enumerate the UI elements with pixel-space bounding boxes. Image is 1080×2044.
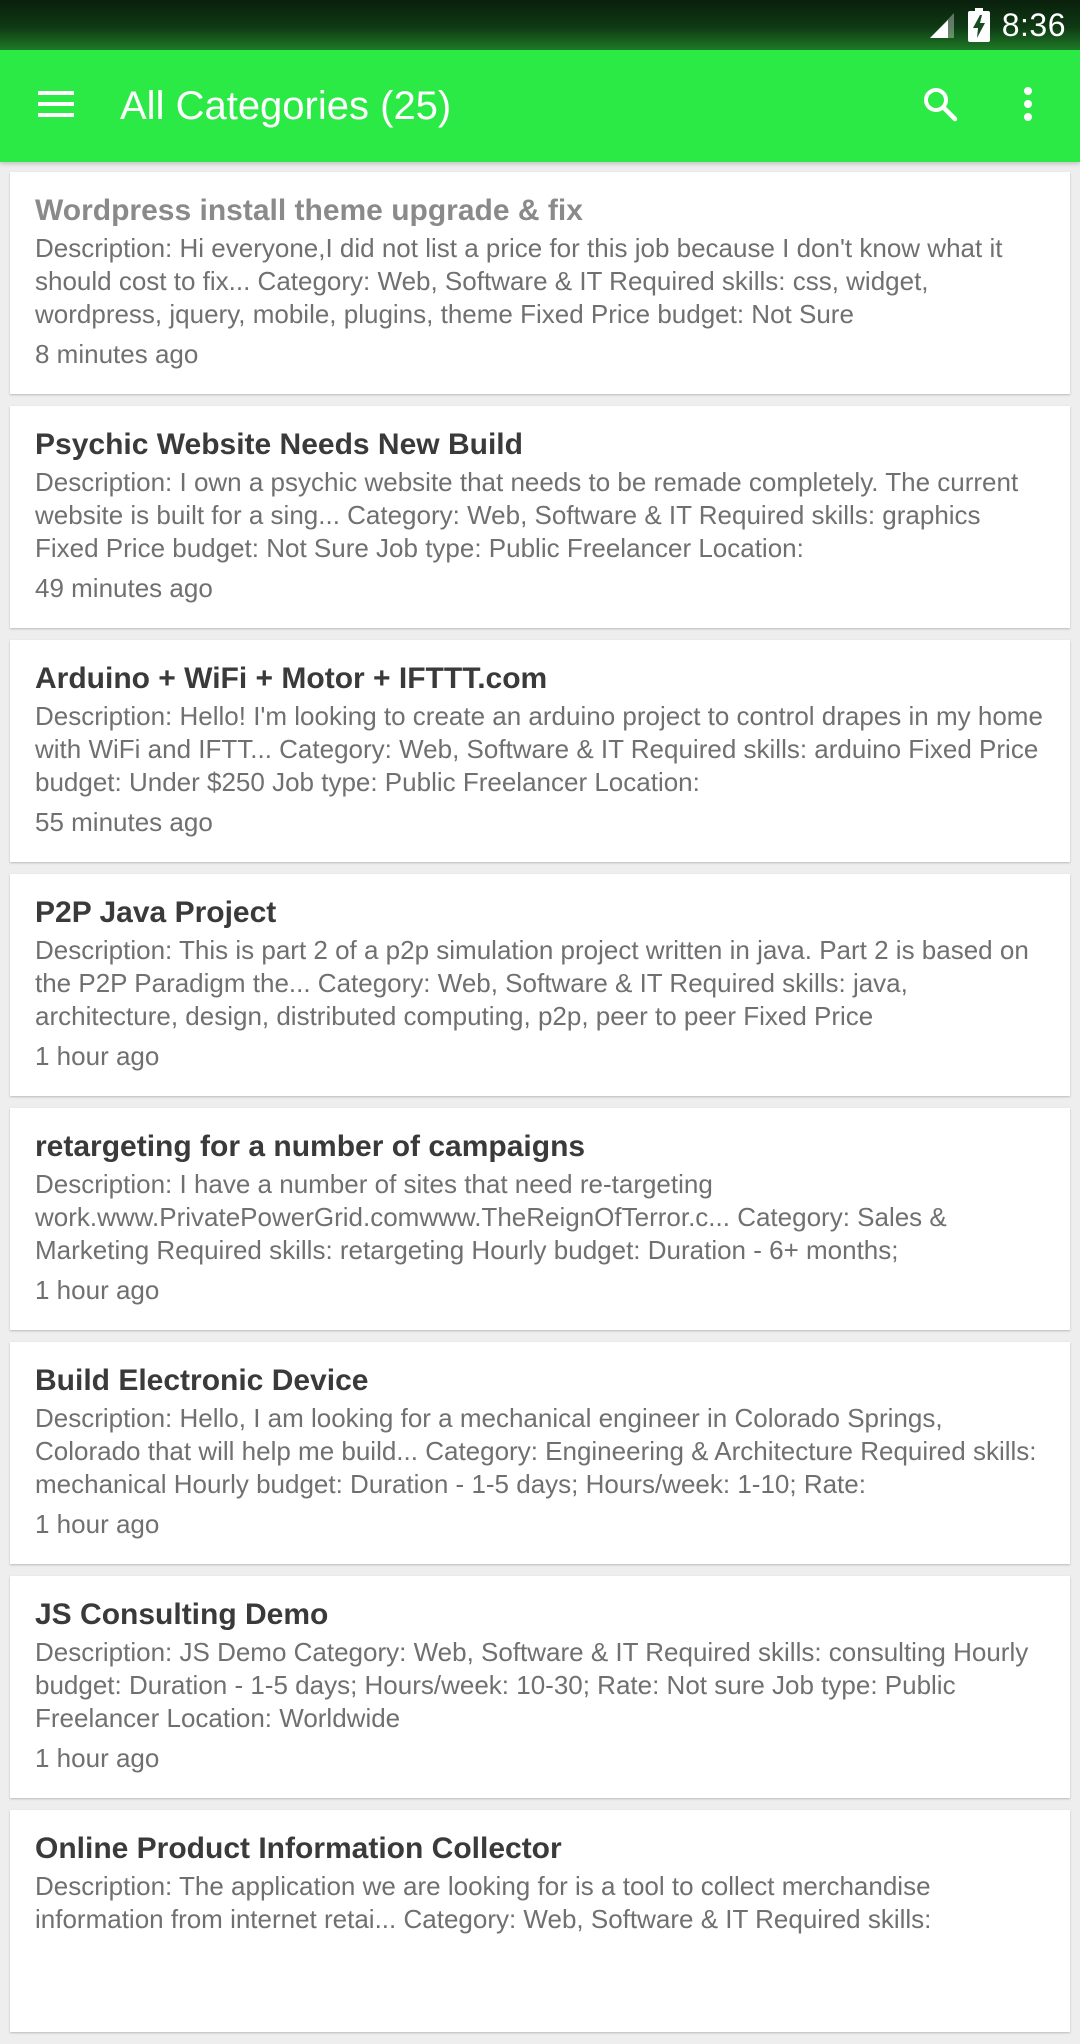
job-description: Description: JS Demo Category: Web, Software & IT Required skills: consulting Hourly budget: Duration - 1-5 days; Hours/week: 10-30; Rate: Not sure Job type: Public Freelancer Location: Worldwide [35, 1637, 1029, 1733]
job-list [10, 172, 1070, 2044]
more-vert-icon [1023, 87, 1033, 126]
job-card[interactable] [10, 874, 1070, 1096]
job-time: 55 minutes ago [35, 807, 213, 837]
job-time: 1 hour ago [35, 1041, 160, 1071]
app-toolbar [0, 50, 1080, 162]
search-button[interactable] [896, 50, 984, 162]
job-description: Description: Hi everyone,I did not list a price for this job because I don't know what it should cost to fix... Category: Web, Software & IT Required skills: css, widget, wordpress, jquery, mobile, plugins, theme Fixed Price budget: Not Sure [35, 233, 1003, 329]
status-time: 8:36 [1001, 6, 1066, 43]
job-card[interactable] [10, 1576, 1070, 1798]
page-title: All Categories (25) [120, 83, 452, 128]
job-card[interactable] [10, 406, 1070, 628]
job-description: Description: Hello, I am looking for a mechanical engineer in Colorado Springs, Colorado that will help me build... Category: Engineering & Architecture Required skills: mechanical Hourly budget: Duration - 1-5 days; Hours/week: 1-10; Rate: [35, 1403, 1037, 1499]
job-time: 1 hour ago [35, 1509, 160, 1539]
job-description: Description: Hello! I'm looking to create an arduino project to control drapes in my home with WiFi and IFTT... Category: Web, Software & IT Required skills: arduino Fixed Price budget: Under $250 Job type: Public Freelancer Location: [35, 701, 1043, 797]
job-description: Description: I own a psychic website that needs to be remade completely. The current website is built for a sing... Category: Web, Software & IT Required skills: graphics Fixed Price budget: Not Sure Job type: Public Freelancer Location: [35, 467, 1019, 563]
job-card[interactable] [10, 1810, 1070, 2032]
job-card[interactable] [10, 172, 1070, 394]
job-card[interactable] [10, 1108, 1070, 1330]
job-description: Description: I have a number of sites that need re-targeting work.www.PrivatePowerGrid.comwww.TheReignOfTerror.c... Category: Sales & Marketing Required skills: retargeting Hourly budget: Duration - 6+ months; [35, 1169, 947, 1265]
overflow-menu-button[interactable] [984, 50, 1072, 162]
menu-icon [38, 91, 74, 122]
job-time: 1 hour ago [35, 1743, 160, 1773]
job-title: Online Product Information Collector [35, 1832, 562, 1865]
job-description: Description: The application we are looking for is a tool to collect merchandise information from internet retai... Category: Web, Software & IT Required skills: [35, 1871, 932, 1934]
job-card[interactable] [10, 1342, 1070, 1564]
job-title: P2P Java Project [35, 896, 277, 929]
status-bar [0, 0, 1080, 50]
job-card[interactable] [10, 640, 1070, 862]
job-title: retargeting for a number of campaigns [35, 1130, 586, 1163]
job-time: 8 minutes ago [35, 339, 199, 369]
menu-button[interactable] [0, 50, 112, 162]
job-time: 1 hour ago [35, 1275, 160, 1305]
job-title: Wordpress install theme upgrade & fix [35, 194, 583, 227]
job-title: Psychic Website Needs New Build [35, 428, 523, 461]
signal-icon [928, 11, 956, 39]
job-time: 49 minutes ago [35, 573, 213, 603]
job-title: Build Electronic Device [35, 1364, 369, 1397]
job-title: JS Consulting Demo [35, 1598, 329, 1631]
search-icon [922, 86, 958, 127]
job-title: Arduino + WiFi + Motor + IFTTT.com [35, 662, 548, 695]
job-description: Description: This is part 2 of a p2p simulation project written in java. Part 2 is based on the P2P Paradigm the... Category: Web, Software & IT Required skills: java, architecture, design, distributed computing, p2p, peer to peer Fixed Price [35, 935, 1029, 1031]
battery-charging-icon [968, 8, 990, 42]
